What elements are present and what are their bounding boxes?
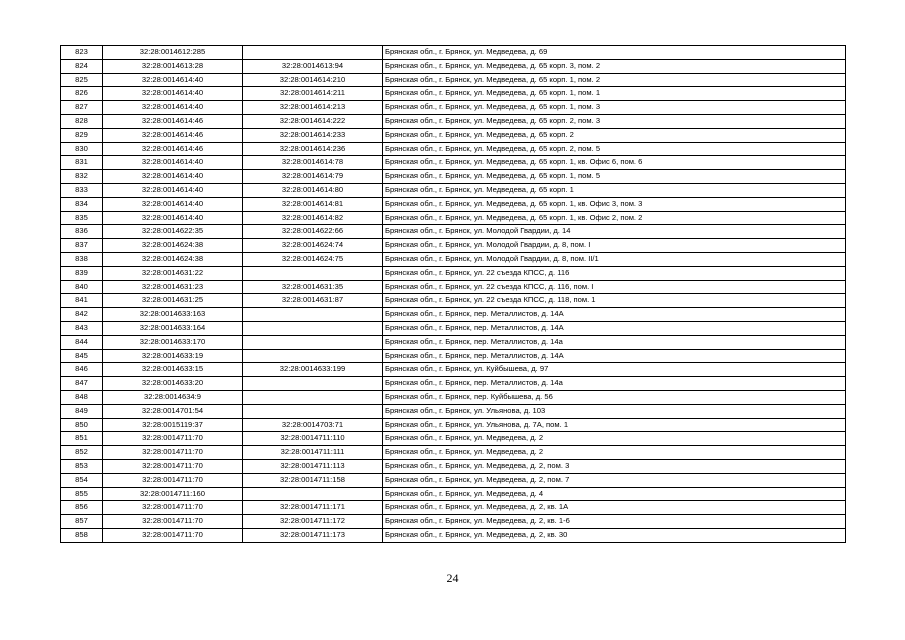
address-cell: Брянская обл., г. Брянск, ул. Медведева, д. 2, пом. 7 [383, 473, 846, 487]
land-cadastral-number-cell: 32:28:0014631:25 [103, 294, 243, 308]
table-row [61, 183, 846, 197]
land-cadastral-number-cell: 32:28:0014711:70 [103, 501, 243, 515]
table-row [61, 114, 846, 128]
table-row [61, 459, 846, 473]
table-row [61, 515, 846, 529]
object-cadastral-number-cell: 32:28:0014614:211 [243, 87, 383, 101]
table-row [61, 335, 846, 349]
object-cadastral-number-cell: 32:28:0014614:80 [243, 183, 383, 197]
object-cadastral-number-cell: 32:28:0014711:158 [243, 473, 383, 487]
row-number-cell: 854 [61, 473, 103, 487]
address-cell: Брянская обл., г. Брянск, ул. Медведева, д. 65 корп. 2, пом. 5 [383, 142, 846, 156]
table-row [61, 170, 846, 184]
row-number-cell: 828 [61, 114, 103, 128]
address-cell: Брянская обл., г. Брянск, ул. Медведева, д. 2, пом. 3 [383, 459, 846, 473]
address-cell: Брянская обл., г. Брянск, пер. Металлистов, д. 14А [383, 349, 846, 363]
land-cadastral-number-cell: 32:28:0014624:38 [103, 252, 243, 266]
row-number-cell: 852 [61, 446, 103, 460]
table-row [61, 142, 846, 156]
address-cell: Брянская обл., г. Брянск, ул. Медведева, д. 2, кв. 30 [383, 528, 846, 542]
land-cadastral-number-cell: 32:28:0014711:70 [103, 473, 243, 487]
table-row [61, 46, 846, 60]
object-cadastral-number-cell: 32:28:0014622:66 [243, 225, 383, 239]
address-cell: Брянская обл., г. Брянск, ул. Молодой Гвардии, д. 8, пом. I [383, 239, 846, 253]
land-cadastral-number-cell: 32:28:0014614:40 [103, 183, 243, 197]
object-cadastral-number-cell: 32:28:0014711:110 [243, 432, 383, 446]
table-row [61, 225, 846, 239]
object-cadastral-number-cell: 32:28:0014624:74 [243, 239, 383, 253]
row-number-cell: 851 [61, 432, 103, 446]
row-number-cell: 856 [61, 501, 103, 515]
land-cadastral-number-cell: 32:28:0014634:9 [103, 390, 243, 404]
table-row [61, 73, 846, 87]
land-cadastral-number-cell: 32:28:0014614:40 [103, 101, 243, 115]
land-cadastral-number-cell: 32:28:0014622:35 [103, 225, 243, 239]
address-cell: Брянская обл., г. Брянск, ул. Куйбышева, д. 97 [383, 363, 846, 377]
address-cell: Брянская обл., г. Брянск, пер. Куйбышева, д. 56 [383, 390, 846, 404]
land-cadastral-number-cell: 32:28:0014631:22 [103, 266, 243, 280]
address-cell: Брянская обл., г. Брянск, ул. Медведева, д. 65 корп. 1, кв. Офис 2, пом. 2 [383, 211, 846, 225]
object-cadastral-number-cell [243, 349, 383, 363]
object-cadastral-number-cell: 32:28:0014703:71 [243, 418, 383, 432]
address-cell: Брянская обл., г. Брянск, ул. Медведева, д. 65 корп. 1, кв. Офис 3, пом. 3 [383, 197, 846, 211]
land-cadastral-number-cell: 32:28:0014631:23 [103, 280, 243, 294]
object-cadastral-number-cell [243, 46, 383, 60]
address-cell: Брянская обл., г. Брянск, пер. Металлистов, д. 14а [383, 335, 846, 349]
land-cadastral-number-cell: 32:28:0014624:38 [103, 239, 243, 253]
row-number-cell: 832 [61, 170, 103, 184]
table-row [61, 321, 846, 335]
land-cadastral-number-cell: 32:28:0014612:285 [103, 46, 243, 60]
land-cadastral-number-cell: 32:28:0014614:46 [103, 142, 243, 156]
land-cadastral-number-cell: 32:28:0014614:46 [103, 114, 243, 128]
table-row [61, 446, 846, 460]
address-cell: Брянская обл., г. Брянск, ул. Медведева, д. 2, кв. 1-6 [383, 515, 846, 529]
row-number-cell: 850 [61, 418, 103, 432]
object-cadastral-number-cell: 32:28:0014633:199 [243, 363, 383, 377]
row-number-cell: 834 [61, 197, 103, 211]
table-row [61, 197, 846, 211]
object-cadastral-number-cell: 32:28:0014624:75 [243, 252, 383, 266]
address-cell: Брянская обл., г. Брянск, ул. Ульянова, д. 7А, пом. 1 [383, 418, 846, 432]
property-registry-table [60, 45, 846, 543]
land-cadastral-number-cell: 32:28:0014614:46 [103, 128, 243, 142]
row-number-cell: 825 [61, 73, 103, 87]
object-cadastral-number-cell [243, 321, 383, 335]
table-row [61, 349, 846, 363]
row-number-cell: 823 [61, 46, 103, 60]
row-number-cell: 848 [61, 390, 103, 404]
address-cell: Брянская обл., г. Брянск, ул. Медведева, д. 65 корп. 2, пом. 3 [383, 114, 846, 128]
land-cadastral-number-cell: 32:28:0014613:28 [103, 59, 243, 73]
object-cadastral-number-cell: 32:28:0014711:172 [243, 515, 383, 529]
address-cell: Брянская обл., г. Брянск, ул. Молодой Гвардии, д. 14 [383, 225, 846, 239]
address-cell: Брянская обл., г. Брянск, ул. Медведева, д. 69 [383, 46, 846, 60]
object-cadastral-number-cell: 32:28:0014614:233 [243, 128, 383, 142]
row-number-cell: 844 [61, 335, 103, 349]
row-number-cell: 829 [61, 128, 103, 142]
address-cell: Брянская обл., г. Брянск, ул. Медведева, д. 65 корп. 1, пом. 2 [383, 73, 846, 87]
address-cell: Брянская обл., г. Брянск, ул. Медведева, д. 65 корп. 1, пом. 1 [383, 87, 846, 101]
object-cadastral-number-cell: 32:28:0014614:81 [243, 197, 383, 211]
land-cadastral-number-cell: 32:28:0014614:40 [103, 73, 243, 87]
land-cadastral-number-cell: 32:28:0014614:40 [103, 211, 243, 225]
row-number-cell: 845 [61, 349, 103, 363]
row-number-cell: 824 [61, 59, 103, 73]
row-number-cell: 826 [61, 87, 103, 101]
address-cell: Брянская обл., г. Брянск, ул. Медведева, д. 65 корп. 1, кв. Офис 6, пом. 6 [383, 156, 846, 170]
row-number-cell: 847 [61, 377, 103, 391]
table-row [61, 432, 846, 446]
row-number-cell: 830 [61, 142, 103, 156]
address-cell: Брянская обл., г. Брянск, ул. Медведева, д. 65 корп. 1 [383, 183, 846, 197]
row-number-cell: 827 [61, 101, 103, 115]
table-body [61, 46, 846, 543]
document-page [60, 45, 845, 543]
table-row [61, 280, 846, 294]
address-cell: Брянская обл., г. Брянск, ул. Медведева, д. 65 корп. 1, пом. 3 [383, 101, 846, 115]
address-cell: Брянская обл., г. Брянск, пер. Металлистов, д. 14а [383, 377, 846, 391]
object-cadastral-number-cell [243, 308, 383, 322]
table-row [61, 211, 846, 225]
land-cadastral-number-cell: 32:28:0014711:70 [103, 459, 243, 473]
land-cadastral-number-cell: 32:28:0014633:163 [103, 308, 243, 322]
row-number-cell: 833 [61, 183, 103, 197]
object-cadastral-number-cell: 32:28:0014614:213 [243, 101, 383, 115]
land-cadastral-number-cell: 32:28:0014711:160 [103, 487, 243, 501]
land-cadastral-number-cell: 32:28:0014614:40 [103, 170, 243, 184]
land-cadastral-number-cell: 32:28:0014633:170 [103, 335, 243, 349]
table-row [61, 404, 846, 418]
address-cell: Брянская обл., г. Брянск, ул. Медведева, д. 2 [383, 432, 846, 446]
object-cadastral-number-cell: 32:28:0014613:94 [243, 59, 383, 73]
object-cadastral-number-cell: 32:28:0014711:173 [243, 528, 383, 542]
row-number-cell: 836 [61, 225, 103, 239]
table-row [61, 528, 846, 542]
object-cadastral-number-cell: 32:28:0014614:78 [243, 156, 383, 170]
address-cell: Брянская обл., г. Брянск, ул. Медведева, д. 65 корп. 3, пом. 2 [383, 59, 846, 73]
address-cell: Брянская обл., г. Брянск, ул. 22 съезда КПСС, д. 116 [383, 266, 846, 280]
row-number-cell: 841 [61, 294, 103, 308]
object-cadastral-number-cell: 32:28:0014614:82 [243, 211, 383, 225]
table-row [61, 308, 846, 322]
land-cadastral-number-cell: 32:28:0014614:40 [103, 197, 243, 211]
land-cadastral-number-cell: 32:28:0014711:70 [103, 432, 243, 446]
object-cadastral-number-cell [243, 335, 383, 349]
object-cadastral-number-cell: 32:28:0014711:171 [243, 501, 383, 515]
table-row [61, 87, 846, 101]
land-cadastral-number-cell: 32:28:0015119:37 [103, 418, 243, 432]
row-number-cell: 843 [61, 321, 103, 335]
row-number-cell: 831 [61, 156, 103, 170]
land-cadastral-number-cell: 32:28:0014633:20 [103, 377, 243, 391]
address-cell: Брянская обл., г. Брянск, пер. Металлистов, д. 14А [383, 308, 846, 322]
address-cell: Брянская обл., г. Брянск, ул. Ульянова, д. 103 [383, 404, 846, 418]
table-row [61, 266, 846, 280]
object-cadastral-number-cell: 32:28:0014631:35 [243, 280, 383, 294]
object-cadastral-number-cell [243, 487, 383, 501]
table-row [61, 501, 846, 515]
object-cadastral-number-cell: 32:28:0014711:113 [243, 459, 383, 473]
address-cell: Брянская обл., г. Брянск, ул. Медведева, д. 4 [383, 487, 846, 501]
object-cadastral-number-cell [243, 266, 383, 280]
page-number: 24 [446, 571, 459, 585]
table-row [61, 128, 846, 142]
land-cadastral-number-cell: 32:28:0014701:54 [103, 404, 243, 418]
table-row [61, 59, 846, 73]
row-number-cell: 837 [61, 239, 103, 253]
row-number-cell: 858 [61, 528, 103, 542]
address-cell: Брянская обл., г. Брянск, ул. Медведева, д. 65 корп. 2 [383, 128, 846, 142]
table-row [61, 101, 846, 115]
land-cadastral-number-cell: 32:28:0014614:40 [103, 156, 243, 170]
row-number-cell: 839 [61, 266, 103, 280]
object-cadastral-number-cell [243, 404, 383, 418]
row-number-cell: 855 [61, 487, 103, 501]
object-cadastral-number-cell: 32:28:0014614:236 [243, 142, 383, 156]
land-cadastral-number-cell: 32:28:0014633:15 [103, 363, 243, 377]
object-cadastral-number-cell: 32:28:0014614:210 [243, 73, 383, 87]
table-row [61, 156, 846, 170]
address-cell: Брянская обл., г. Брянск, ул. Медведева, д. 65 корп. 1, пом. 5 [383, 170, 846, 184]
land-cadastral-number-cell: 32:28:0014711:70 [103, 528, 243, 542]
row-number-cell: 840 [61, 280, 103, 294]
table-row [61, 473, 846, 487]
object-cadastral-number-cell: 32:28:0014631:87 [243, 294, 383, 308]
land-cadastral-number-cell: 32:28:0014633:19 [103, 349, 243, 363]
address-cell: Брянская обл., г. Брянск, ул. Молодой Гвардии, д. 8, пом. II/1 [383, 252, 846, 266]
row-number-cell: 853 [61, 459, 103, 473]
address-cell: Брянская обл., г. Брянск, ул. 22 съезда КПСС, д. 118, пом. 1 [383, 294, 846, 308]
land-cadastral-number-cell: 32:28:0014711:70 [103, 515, 243, 529]
land-cadastral-number-cell: 32:28:0014614:40 [103, 87, 243, 101]
table-row [61, 239, 846, 253]
address-cell: Брянская обл., г. Брянск, ул. Медведева, д. 2, кв. 1А [383, 501, 846, 515]
table-row [61, 390, 846, 404]
table-row [61, 294, 846, 308]
row-number-cell: 835 [61, 211, 103, 225]
table-row [61, 418, 846, 432]
address-cell: Брянская обл., г. Брянск, ул. 22 съезда КПСС, д. 116, пом. I [383, 280, 846, 294]
object-cadastral-number-cell [243, 390, 383, 404]
address-cell: Брянская обл., г. Брянск, пер. Металлистов, д. 14А [383, 321, 846, 335]
land-cadastral-number-cell: 32:28:0014633:164 [103, 321, 243, 335]
object-cadastral-number-cell: 32:28:0014614:79 [243, 170, 383, 184]
row-number-cell: 857 [61, 515, 103, 529]
row-number-cell: 838 [61, 252, 103, 266]
land-cadastral-number-cell: 32:28:0014711:70 [103, 446, 243, 460]
row-number-cell: 849 [61, 404, 103, 418]
row-number-cell: 846 [61, 363, 103, 377]
row-number-cell: 842 [61, 308, 103, 322]
object-cadastral-number-cell [243, 377, 383, 391]
address-cell: Брянская обл., г. Брянск, ул. Медведева, д. 2 [383, 446, 846, 460]
object-cadastral-number-cell: 32:28:0014614:222 [243, 114, 383, 128]
table-row [61, 377, 846, 391]
table-row [61, 363, 846, 377]
object-cadastral-number-cell: 32:28:0014711:111 [243, 446, 383, 460]
table-row [61, 252, 846, 266]
table-row [61, 487, 846, 501]
